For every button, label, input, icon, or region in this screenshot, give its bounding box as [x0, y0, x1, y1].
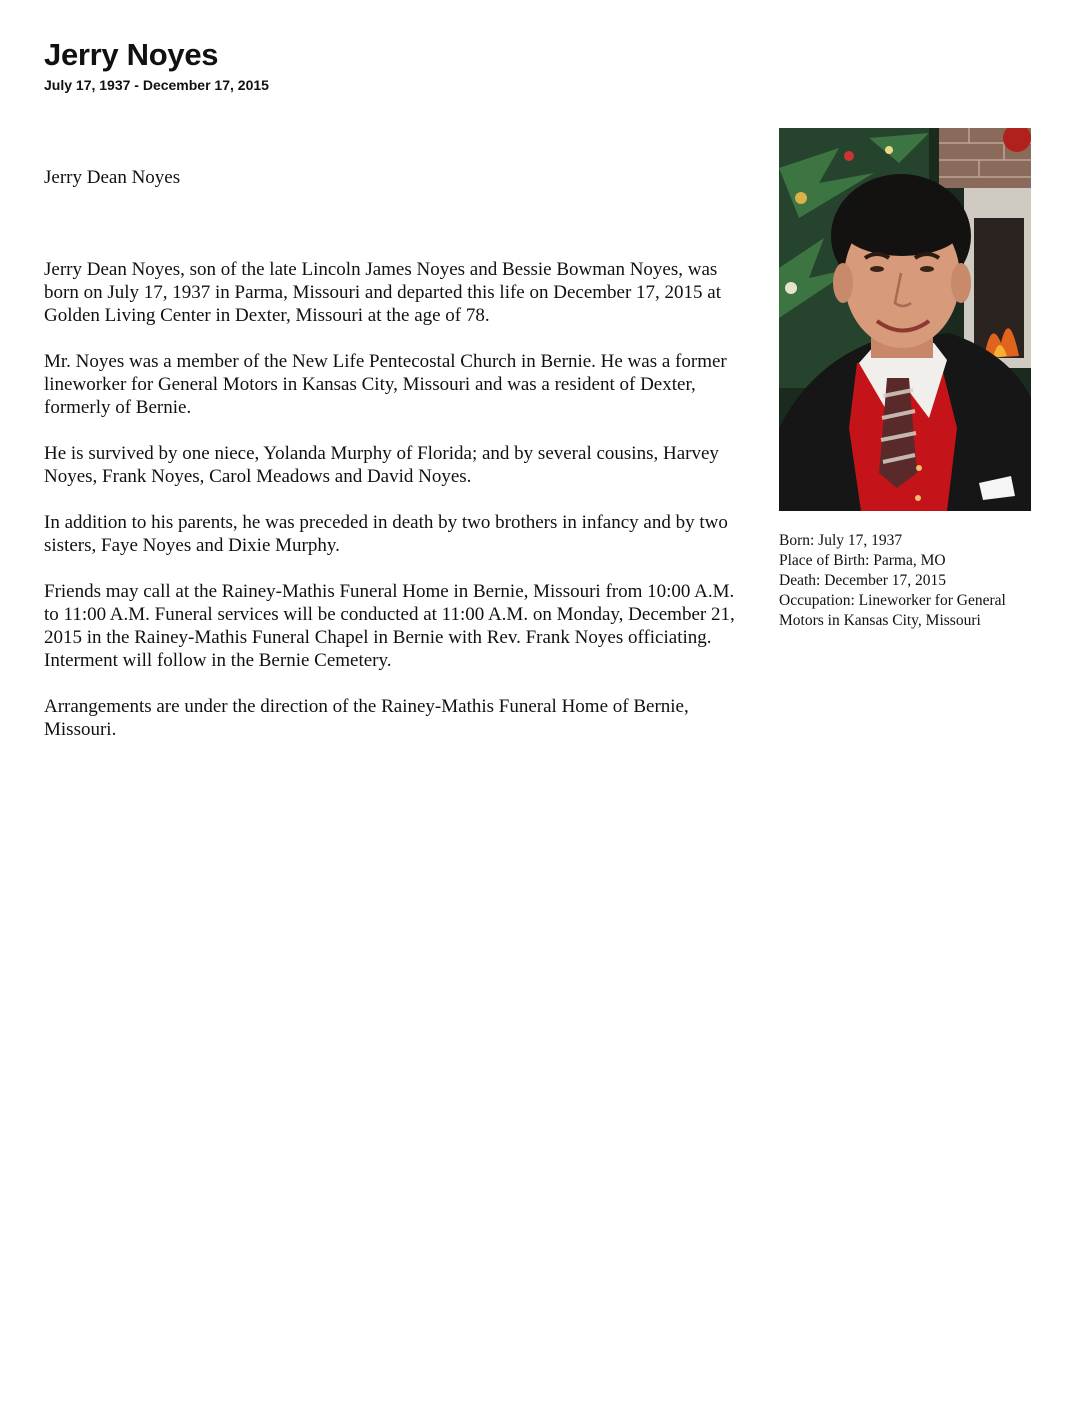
- fact-born: Born: July 17, 1937: [779, 532, 903, 549]
- portrait-photo: [779, 128, 1031, 511]
- paragraph-career: Mr. Noyes was a member of the New Life Pentecostal Church in Bernie. He was a former lineworker for General Motors in Kansas City, Missouri and was a resident of Dexter, formerly of Bernie.: [44, 351, 727, 418]
- paragraph-biography: Jerry Dean Noyes, son of the late Lincoln James Noyes and Bessie Bowman Noyes, was born on July 17, 1937 in Parma, Missouri and departed this life on December 17, 2015 at Golden Living Center in Dexter, Missouri at the age of 78.: [44, 259, 722, 326]
- life-dates: July 17, 1937 - December 17, 2015: [44, 77, 269, 93]
- obituary-header: [44, 36, 269, 94]
- obituary-text: [44, 166, 744, 764]
- fact-birthplace: Place of Birth: Parma, MO: [779, 552, 946, 569]
- paragraph-preceded: In addition to his parents, he was preceded in death by two brothers in infancy and by two sisters, Faye Noyes and Dixie Murphy.: [44, 512, 728, 556]
- paragraph-survivors: He is survived by one niece, Yolanda Murphy of Florida; and by several cousins, Harvey Noyes, Frank Noyes, Carol Meadows and David Noyes.: [44, 443, 719, 487]
- page-title: Jerry Noyes: [44, 37, 219, 72]
- paragraph-services: Friends may call at the Rainey-Mathis Funeral Home in Bernie, Missouri from 10:00 A.M. to 11:00 A.M. Funeral services will be conducted at 11:00 A.M. on Monday, December 21, 2015 in the Rainey-Mathis Funeral Chapel in Bernie with Rev. Frank Noyes officiating. Interment will follow in the Bernie Cemetery.: [44, 581, 735, 671]
- fact-death: Death: December 17, 2015: [779, 572, 946, 589]
- vital-facts: [779, 531, 1049, 631]
- paragraph-arrangements: Arrangements are under the direction of the Rainey-Mathis Funeral Home of Bernie, Missouri.: [44, 696, 689, 740]
- fact-occupation: Occupation: Lineworker for General Motors in Kansas City, Missouri: [779, 592, 1006, 629]
- full-name: Jerry Dean Noyes: [44, 167, 181, 188]
